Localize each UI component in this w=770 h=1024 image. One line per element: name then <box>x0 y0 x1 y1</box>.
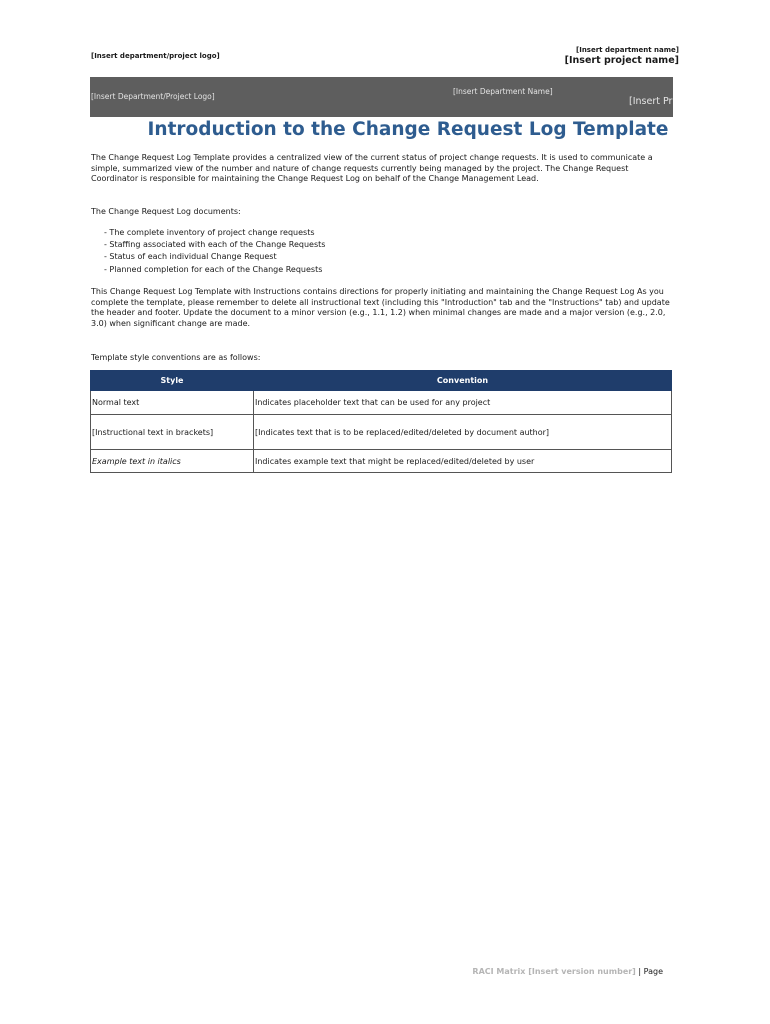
header-right-block <box>565 46 679 66</box>
header-logo-placeholder: [Insert department/project logo] <box>91 52 220 60</box>
list-item: - The complete inventory of project change requests <box>104 228 315 237</box>
footer-doc-label: RACI Matrix [Insert version number] <box>472 967 636 976</box>
band-department-name: [Insert Department Name] <box>453 87 553 96</box>
documents-list <box>104 227 325 276</box>
convention-cell: [Indicates text that is to be replaced/edited/deleted by document author] <box>254 415 672 450</box>
table-row <box>91 450 672 473</box>
table-row <box>91 391 672 415</box>
footer-separator: | <box>635 967 644 976</box>
list-item: - Planned completion for each of the Change Requests <box>104 264 323 274</box>
intro-paragraph: The Change Request Log Template provides a centralized view of the current status of project change requests. It is used to communicate a simple, summarized view of the number and nature of change requests currently being managed by the project. The Change Request Coordinator is responsible for maintaining the Change Request Log on behalf of the Change Management Lead. <box>91 153 653 183</box>
band-project-name: [Insert Pr <box>629 96 673 107</box>
page-footer <box>472 967 663 976</box>
documents-heading: The Change Request Log documents: <box>91 207 241 216</box>
header-band <box>90 77 673 117</box>
style-cell: [Instructional text in brackets] <box>91 415 254 450</box>
header-department-name: [Insert department name] <box>576 46 679 54</box>
style-cell: Example text in italics <box>91 450 254 473</box>
header-style: Style <box>91 371 254 391</box>
conventions-table <box>90 370 672 473</box>
convention-cell: Indicates placeholder text that can be used for any project <box>254 391 672 415</box>
style-cell: Normal text <box>91 391 254 415</box>
list-item: - Status of each individual Change Request <box>104 252 277 262</box>
header-convention: Convention <box>254 371 672 391</box>
table-header-row <box>91 371 672 391</box>
conventions-heading: Template style conventions are as follows: <box>91 353 261 362</box>
list-item: - Staffing associated with each of the Change Requests <box>104 240 326 250</box>
table-row <box>91 415 672 450</box>
page-title: Introduction to the Change Request Log Template <box>147 119 669 140</box>
convention-cell: Indicates example text that might be replaced/edited/deleted by user <box>254 450 672 473</box>
band-logo-placeholder: [Insert Department/Project Logo] <box>91 92 215 101</box>
header-project-name: [Insert project name] <box>564 55 679 66</box>
instructions-paragraph: This Change Request Log Template with Instructions contains directions for properly initiating and maintaining the Change Request Log As you complete the template, please remember to delete all instructional text (including this "Introduction" tab and the "Instructions" tab) and update the header and footer. Update the document to a minor version (e.g., 1.1, 1.2) when minimal changes are made and a major version (e.g., 2.0, 3.0) when significant change are made. <box>91 287 670 328</box>
footer-page-label: Page <box>643 967 663 976</box>
